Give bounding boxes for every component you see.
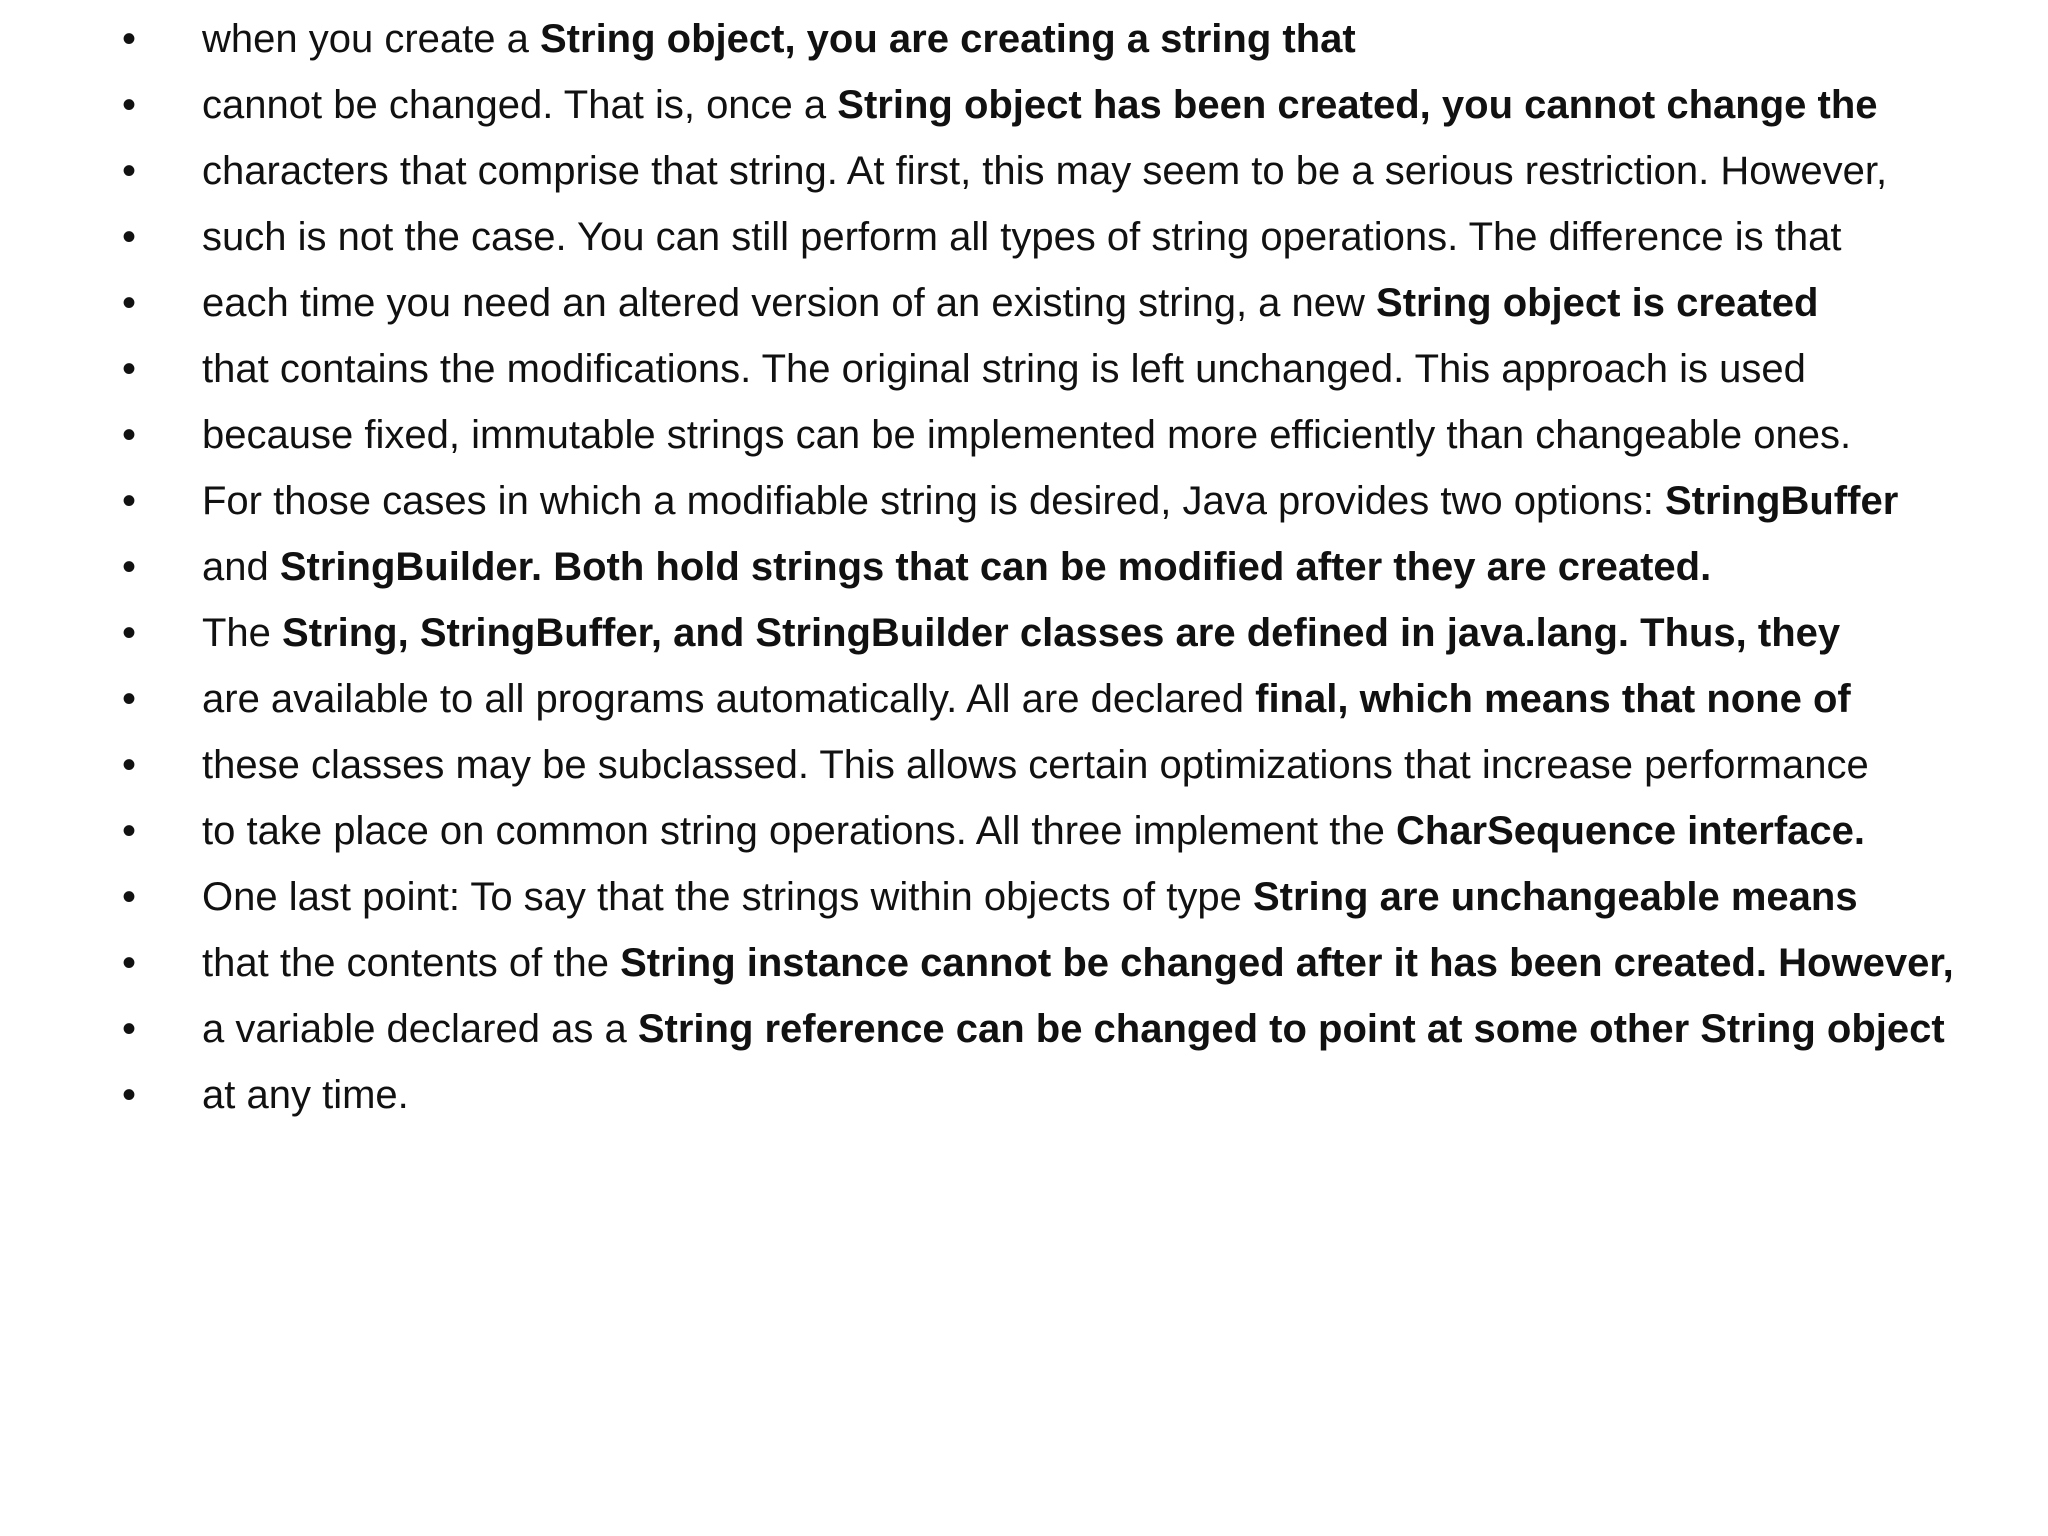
text-run: For those cases in which a modifiable string is desired, Java provides two options: [202, 479, 1665, 523]
bullet-icon: • [122, 1073, 137, 1117]
bullet-text [202, 1007, 1945, 1051]
bullet-text [202, 677, 1851, 721]
bullet-item [120, 606, 1960, 661]
bullet-icon: • [122, 875, 137, 919]
text-run: at any time. [202, 1073, 409, 1117]
text-run: One last point: To say that the strings within objects of type [202, 875, 1253, 919]
bullet-text [202, 413, 1851, 457]
text-run: when you create a [202, 17, 540, 61]
text-run: cannot be changed. That is, once a [202, 83, 838, 127]
bullet-text [202, 875, 1858, 919]
text-run: The [202, 611, 283, 655]
bullet-item [120, 276, 1960, 331]
bullet-item [120, 936, 1960, 991]
text-run: characters that comprise that string. At first, this may seem to be a serious restriction. However, [202, 149, 1888, 193]
bullet-item [120, 870, 1960, 925]
bullet-text [202, 1073, 409, 1117]
bold-text-run: StringBuffer [1664, 479, 1899, 523]
bullet-text [202, 17, 1356, 61]
bullet-item [120, 804, 1960, 859]
bold-text-run: CharSequence interface. [1395, 809, 1866, 853]
bullet-icon: • [122, 743, 137, 787]
bullet-icon: • [122, 215, 137, 259]
bullet-item [120, 1002, 1960, 1057]
bullet-icon: • [122, 413, 137, 457]
bullet-item [120, 672, 1960, 727]
bullet-icon: • [122, 677, 137, 721]
bullet-text [202, 743, 1869, 787]
bullet-text [202, 545, 1711, 589]
bullet-text [202, 941, 1954, 985]
bullet-item [120, 144, 1960, 199]
bold-text-run: String object, you are creating a string that [540, 17, 1356, 61]
bullet-icon: • [122, 347, 137, 391]
bullet-item [120, 738, 1960, 793]
bullet-item [120, 540, 1960, 595]
bold-text-run: String instance cannot be changed after it has been created. However, [620, 941, 1954, 985]
bullet-icon: • [122, 281, 137, 325]
text-run: that contains the modifications. The original string is left unchanged. This approach is used [202, 347, 1806, 391]
bullet-icon: • [122, 611, 137, 655]
bold-text-run: String object has been created, you cannot change the [837, 83, 1878, 127]
bullet-icon: • [122, 17, 137, 61]
bullet-text [202, 281, 1818, 325]
bullet-icon: • [122, 545, 137, 589]
bold-text-run: StringBuilder. Both hold strings that can be modified after they are created. [279, 545, 1712, 589]
bullet-item [120, 12, 1960, 67]
bold-text-run: String reference can be changed to point at some other String object [637, 1007, 1945, 1051]
bullet-icon: • [122, 149, 137, 193]
text-run: a variable declared as a [202, 1007, 638, 1051]
bullet-item [120, 342, 1960, 397]
bullet-icon: • [122, 941, 137, 985]
bullet-item [120, 210, 1960, 265]
bullet-icon: • [122, 809, 137, 853]
bullet-item [120, 78, 1960, 133]
bullet-text [202, 83, 1878, 127]
text-run: and [202, 545, 280, 589]
bullet-item [120, 408, 1960, 463]
bullet-text [202, 479, 1898, 523]
bold-text-run: String object is created [1376, 281, 1819, 325]
bullet-text [202, 611, 1840, 655]
text-run: because fixed, immutable strings can be implemented more efficiently than changeable ones. [202, 413, 1852, 457]
text-run: such is not the case. You can still perform all types of string operations. The difference is that [202, 215, 1842, 259]
text-run: that the contents of the [202, 941, 621, 985]
text-run: to take place on common string operations. All three implement the [202, 809, 1396, 853]
text-run: these classes may be subclassed. This allows certain optimizations that increase performance [202, 743, 1869, 787]
text-run: each time you need an altered version of an existing string, a new [202, 281, 1377, 325]
text-run: are available to all programs automatically. All are declared [202, 677, 1256, 721]
bold-text-run: String are unchangeable means [1252, 875, 1858, 919]
bullet-icon: • [122, 83, 137, 127]
bullet-item [120, 1068, 1960, 1123]
bullet-text [202, 347, 1806, 391]
bullet-item [120, 474, 1960, 529]
bold-text-run: String, StringBuffer, and StringBuilder classes are defined in java.lang. Thus, they [282, 611, 1841, 655]
bullet-text [202, 215, 1841, 259]
bullet-icon: • [122, 1007, 137, 1051]
bold-text-run: final, which means that none of [1255, 677, 1851, 721]
bullet-list [120, 12, 1960, 1134]
bullet-text [202, 809, 1865, 853]
bullet-text [202, 149, 1887, 193]
bullet-icon: • [122, 479, 137, 523]
